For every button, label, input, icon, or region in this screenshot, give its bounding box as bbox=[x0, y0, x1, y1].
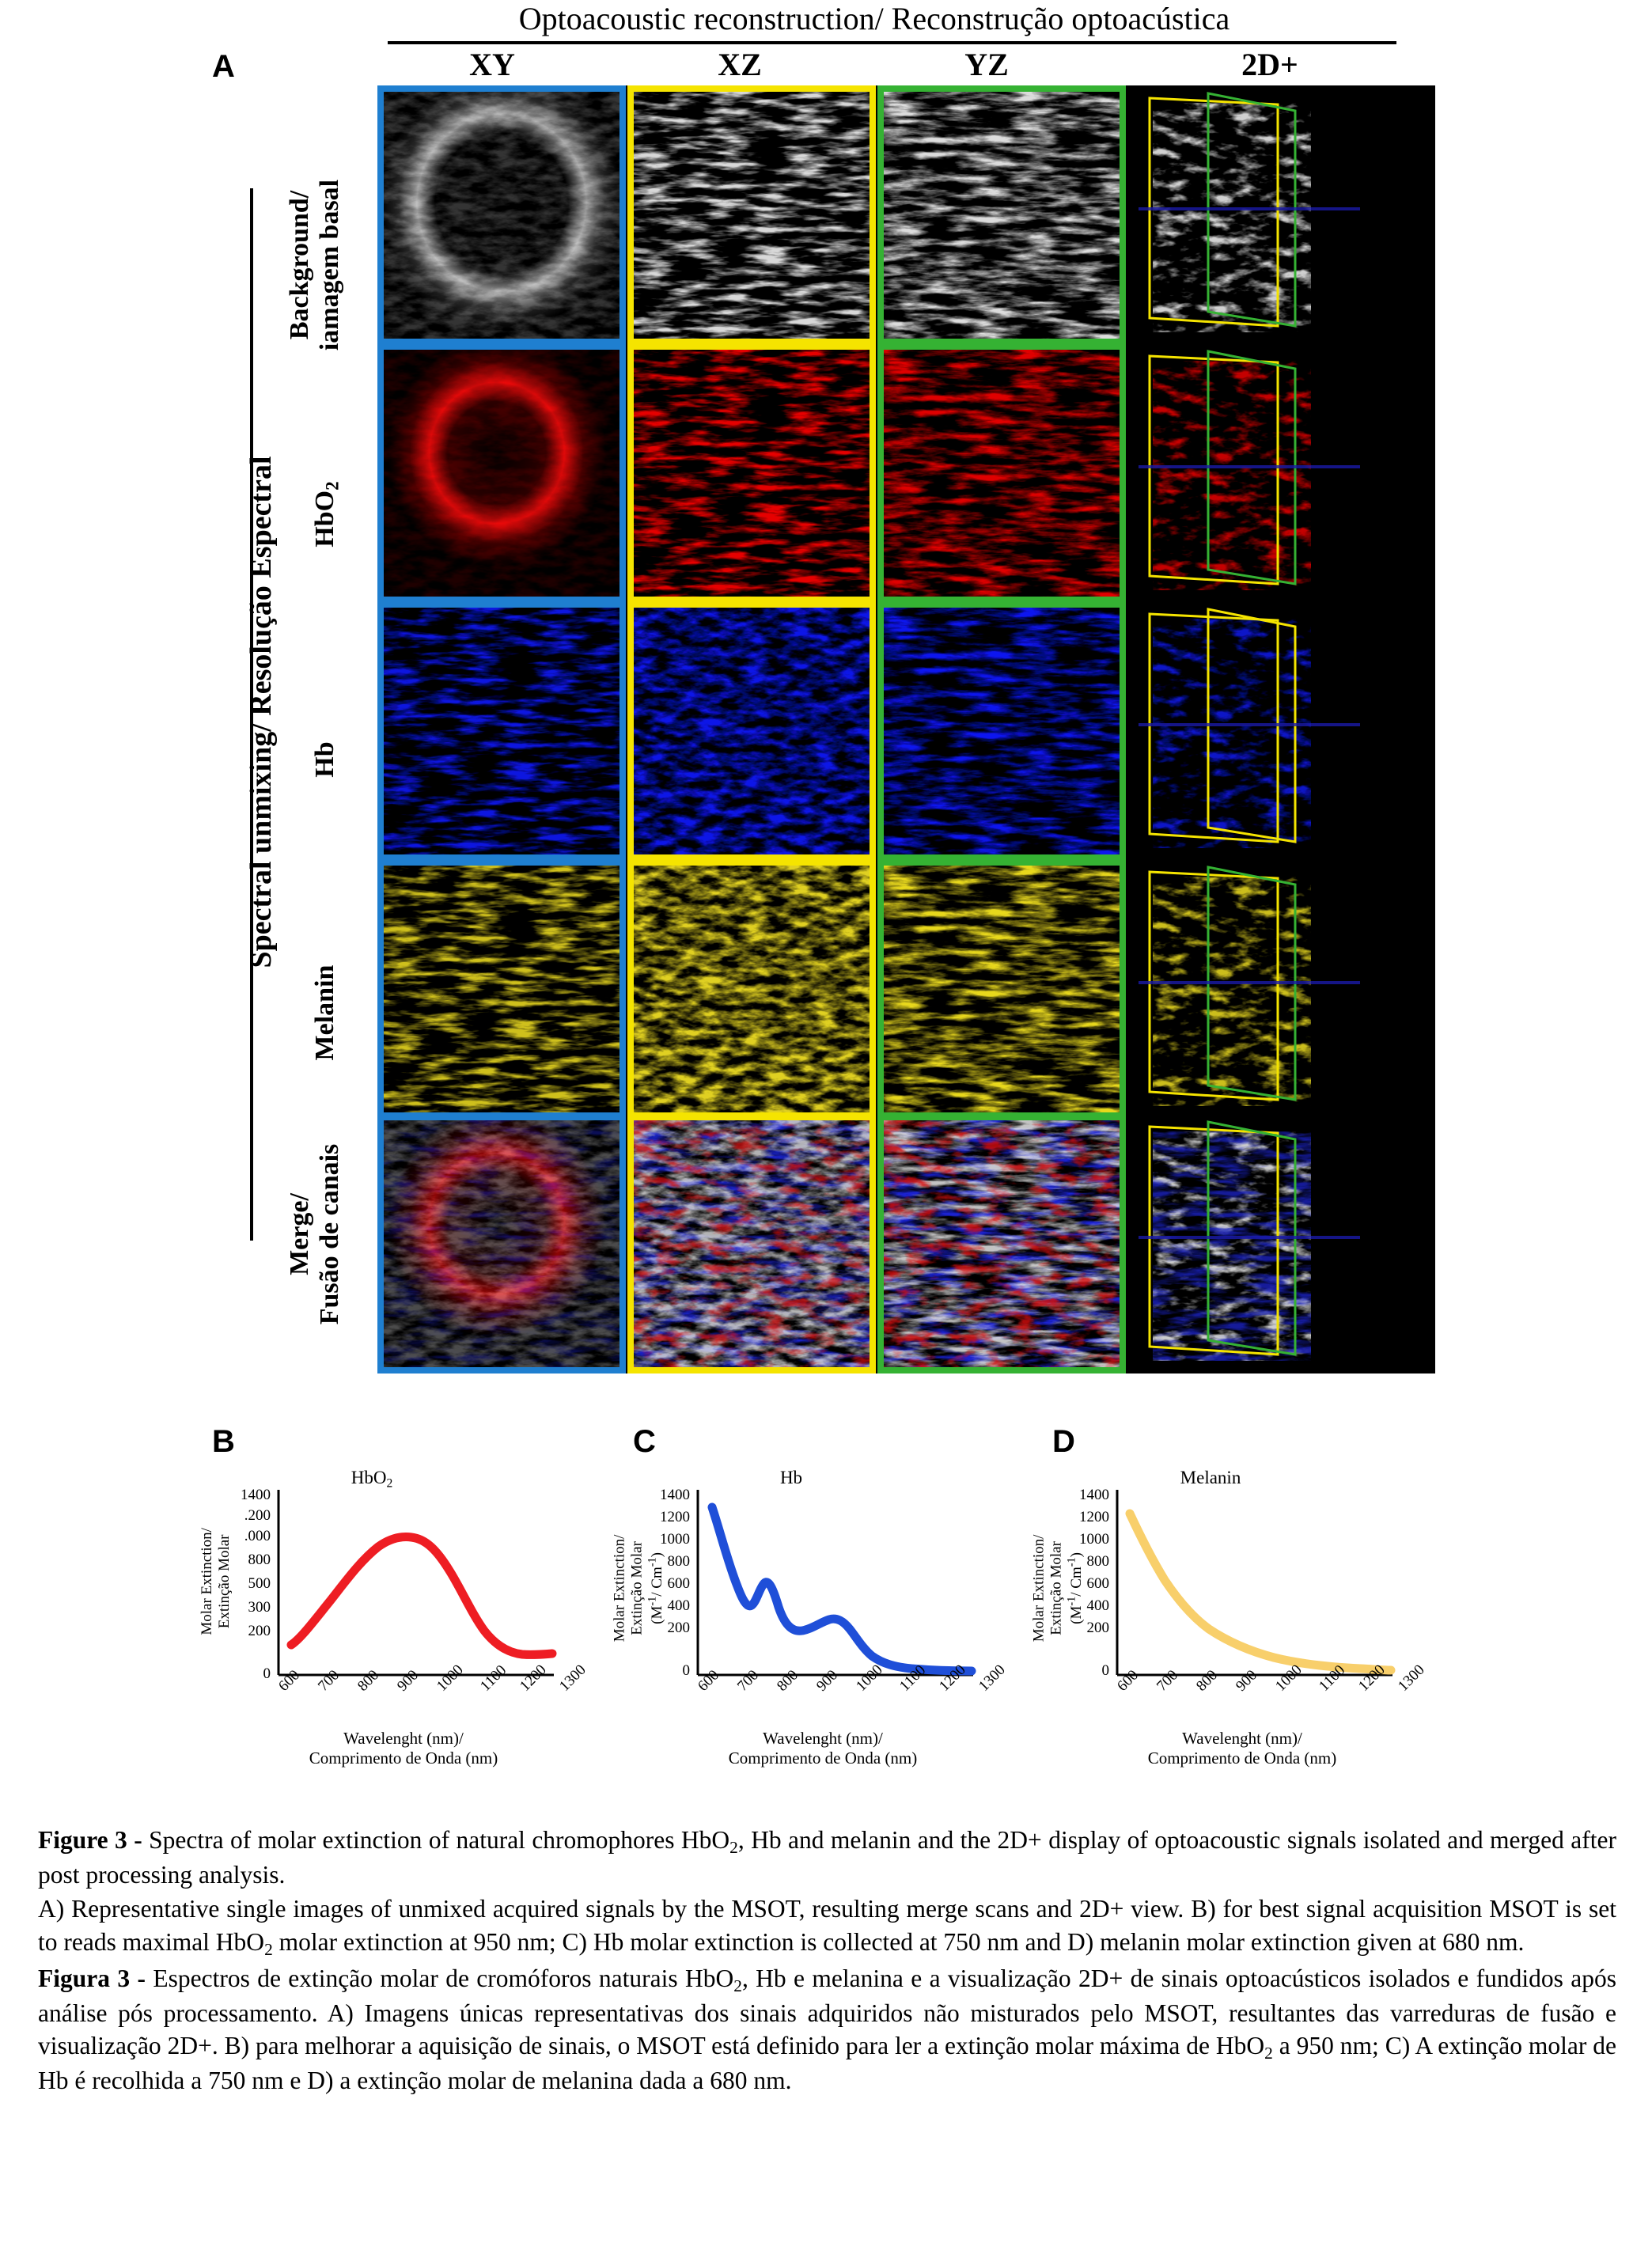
caption-en-1a: Spectra of molar extinction of natural chromophores HbO bbox=[149, 1826, 730, 1854]
cell-background-yz bbox=[881, 89, 1123, 342]
column-header-yz: YZ bbox=[964, 47, 1009, 82]
cell-merge-xy bbox=[381, 1117, 623, 1370]
chart-title-melanin: Melanin bbox=[1180, 1468, 1241, 1487]
cell-hb-xz bbox=[631, 604, 873, 858]
chart-title-hbo2: HbO$_2$ bbox=[350, 1468, 393, 1491]
cell-hb-xy bbox=[381, 604, 623, 858]
side-label-spectral-unmixing: Spectral unmixing/ Resolução Espectral bbox=[244, 456, 278, 968]
figure-caption bbox=[38, 1824, 1616, 2098]
column-header-xz: XZ bbox=[718, 47, 762, 82]
caption-en-2 bbox=[38, 1893, 1616, 1960]
chart-d-xlabel: Wavelenght (nm)/ Comprimento de Onda (nm) bbox=[1147, 1729, 1337, 1768]
caption-en-2b: molar extinction at 950 nm; C) Hb molar extinction is collected at 750 nm and D) melanin molar extinction given at 680 nm. bbox=[272, 1927, 1525, 1956]
image-grid bbox=[377, 85, 1435, 1373]
title-underline bbox=[388, 41, 1396, 44]
chart-title-hb: Hb bbox=[779, 1468, 803, 1487]
caption-pt-a: Espectros de extinção molar de cromóforos naturais HbO bbox=[153, 1964, 734, 1992]
caption-pt-sub1: 2 bbox=[733, 1976, 742, 1995]
row-label-melanin: Melanin bbox=[310, 964, 339, 1061]
column-header-xy: XY bbox=[469, 47, 515, 82]
caption-pt-lead: Figura 3 - bbox=[38, 1964, 153, 1992]
panel-label-d: D bbox=[1052, 1424, 1075, 1459]
figure-top-title: Optoacoustic reconstruction/ Reconstrução optoacústica bbox=[518, 1, 1230, 36]
caption-pt-c: a 950 nm; C) A extinção molar de Hb é recolhida a 750 nm e D) a extinção molar de melanina dada a 680 nm. bbox=[38, 2031, 1616, 2094]
cell-merge-xz bbox=[631, 1117, 873, 1370]
caption-en-lead: Figure 3 - bbox=[38, 1826, 150, 1854]
chart-b-ylabel: Molar Extinction/ Extinção Molar bbox=[199, 1528, 233, 1635]
row-label-hbo2: HbO$_2$ bbox=[310, 481, 343, 548]
caption-pt-sub2: 2 bbox=[1264, 2043, 1273, 2063]
cell-melanin-xz bbox=[631, 862, 873, 1116]
cell-background-xz bbox=[631, 89, 873, 342]
chart-hb: Hb 1400 1200 1000 800 600 400 200 0 Molar Extinction/ Extinção Molar ($M^{-1}/$ $Cm^{-1}$) 600 700 800 900 1000 1100 1200 1300 Wavelenght (nm)/ Comprimento de Onda (nm) bbox=[611, 1468, 1009, 1768]
cell-hbo2-xz bbox=[631, 347, 873, 600]
column-header-2dplus: 2D+ bbox=[1241, 47, 1298, 82]
caption-en-2sub: 2 bbox=[264, 1939, 273, 1959]
cell-melanin-xy bbox=[381, 862, 623, 1116]
cell-hbo2-xy bbox=[381, 347, 623, 600]
chart-b-xlabel: Wavelenght (nm)/ Comprimento de Onda (nm) bbox=[309, 1729, 498, 1768]
cell-melanin-yz bbox=[881, 862, 1123, 1116]
chart-hbo2: HbO$_2$ 1400 .200 .000 800 500 300 200 0 Molar Extinction/ Extinção Molar 600 700 800 900 1000 1100 1200 1300 Wavelenght (nm)/ Comprimento de Onda (nm) bbox=[199, 1468, 589, 1768]
cell-hbo2-yz bbox=[881, 347, 1123, 600]
chart-c-ylabel: Molar Extinction/ Extinção Molar ($M^{-1}/$ $Cm^{-1}$) bbox=[611, 1534, 665, 1643]
cell-hb-yz bbox=[881, 604, 1123, 858]
chart-d-ylabel: Molar Extinction/ Extinção Molar ($M^{-1}/$ $Cm^{-1}$) bbox=[1030, 1534, 1085, 1643]
caption-pt-b: , Hb e melanina e a visualização 2D+ de sinais optoacústicos isolados e fundidos após análise pós processamento. A) Imagens únicas representativas dos sinais adquiridos não misturados pelo MSOT, resultantes das varreduras de fusão e visualização 2D+. B) para melhorar a aquisição de sinais, o MSOT está definido para ler a extinção molar máxima de HbO bbox=[38, 1964, 1617, 2059]
panel-label-c: C bbox=[633, 1424, 656, 1459]
panel-label-a: A bbox=[212, 49, 235, 84]
row-label-background: Background/ iamagem basal bbox=[285, 179, 345, 351]
caption-en-1 bbox=[38, 1824, 1616, 1891]
cell-merge-yz bbox=[881, 1117, 1123, 1370]
caption-en-1sub: 2 bbox=[729, 1837, 738, 1857]
caption-pt bbox=[38, 1962, 1616, 2097]
caption-en-1b: , Hb and melanin and the 2D+ display of optoacoustic signals isolated and merged after post processing analysis. bbox=[38, 1826, 1616, 1889]
row-label-merge: Merge/ Fusão de canais bbox=[285, 1143, 345, 1325]
caption-en-2a: A) Representative single images of unmixed acquired signals by the MSOT, resulting merge scans and 2D+ view. B) for best signal acquisition MSOT is set to reads maximal HbO bbox=[38, 1895, 1616, 1956]
chart-c-xlabel: Wavelenght (nm)/ Comprimento de Onda (nm) bbox=[728, 1729, 918, 1768]
row-label-hb: Hb bbox=[310, 741, 339, 778]
cell-background-xy bbox=[381, 89, 623, 342]
panel-label-b: B bbox=[212, 1424, 235, 1459]
chart-melanin: Melanin 1400 1200 1000 800 600 400 200 0 Molar Extinction/ Extinção Molar ($M^{-1}/$ $Cm^{-1}$) 600 700 800 900 1000 1100 1200 1300 Wavelenght (nm)/ Comprimento de Onda (nm) bbox=[1030, 1468, 1428, 1768]
